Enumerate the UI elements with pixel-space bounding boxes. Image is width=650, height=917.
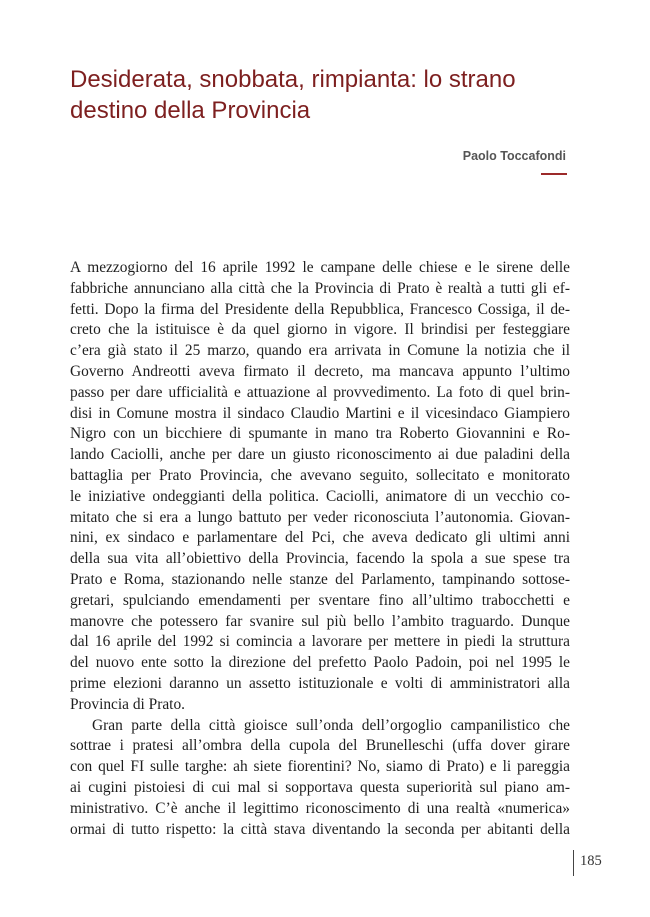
body-line: Nigro con un bicchiere di spumante in mano tra Roberto Giovannini e Ro-: [70, 425, 570, 443]
body-line: gretari, spulciando emendamenti per sventare fino all’ultimo trabocchetti e: [70, 591, 570, 609]
body-line: del nuovo ente sotto la direzione del prefetto Paolo Padoin, poi nel 1995 le: [70, 654, 570, 672]
body-line: battaglia per Prato Provincia, che avevano seguito, sollecitato e monitorato: [70, 466, 570, 484]
body-line: manovre che potessero far svanire sul più bello l’ambito traguardo. Dunque: [70, 612, 570, 630]
body-line: della sua vita all’obiettivo della Provincia, facendo la spola a sue spese tra: [70, 550, 570, 568]
article-title: [70, 64, 590, 126]
body-line: Governo Andreotti aveva firmato il decreto, ma mancava appunto l’ultimo: [70, 362, 570, 380]
body-line: prime elezioni daranno un assetto istituzionale e volti di amministratori alla: [70, 674, 570, 692]
body-line: lando Caciolli, anche per dare un giusto riconoscimento ai due paladini della: [70, 446, 570, 464]
body-line: c’era già stato il 25 marzo, quando era arrivata in Comune la notizia che il: [70, 342, 570, 360]
body-line: Provincia di Prato.: [70, 695, 185, 713]
title-line: Desiderata, snobbata, rimpianta: lo strano: [70, 66, 516, 93]
body-line: mitato che si era a lungo battuto per veder riconosciuta l’autonomia. Giovan-: [70, 508, 570, 526]
author-underline: [541, 173, 567, 175]
body-line: Prato e Roma, stazionando nelle stanze del Parlamento, tampinando sottose-: [70, 570, 570, 588]
body-line: A mezzogiorno del 16 aprile 1992 le campane delle chiese e le sirene delle: [70, 259, 570, 276]
body-line: ministrativo. C’è anche il legittimo riconoscimento di una realtà «numerica»: [70, 799, 570, 817]
body-line: sottrae i pratesi all’ombra della cupola del Brunelleschi (uffa dover girare: [70, 737, 570, 755]
body-line: passo per dare ufficialità e attuazione al provvedimento. La foto di quel brin-: [70, 383, 570, 401]
body-line: nini, ex sindaco e parlamentare del Pci, che aveva dedicato gli ultimi anni: [70, 529, 570, 547]
body-line: Gran parte della città gioisce sull’onda dell’orgoglio campanilistico che: [92, 716, 570, 734]
body-line: con quel FI sulle targhe: ah siete fiorentini? No, siamo di Prato) e li pareggia: [70, 758, 570, 776]
page-number: 185: [580, 853, 602, 869]
body-line: ormai di tutto rispetto: la città stava diventando la seconda per abitanti della: [70, 820, 570, 838]
body-line: le iniziative ondeggianti della politica. Caciolli, animatore di un vecchio co-: [70, 487, 570, 505]
body-line: creto che la istituisce è da quel giorno in vigore. Il brindisi per festeggiare: [70, 321, 570, 339]
body-line: ai cugini pistoiesi di cui mal si sopportava questa superiorità sul piano am-: [70, 778, 570, 796]
body-line: fetti. Dopo la firma del Presidente della Repubblica, Francesco Cossiga, il de-: [70, 300, 570, 318]
page-number-rule: [573, 850, 574, 876]
title-line: destino della Provincia: [70, 97, 311, 124]
body-line: fabbriche annunciano alla città che la Provincia di Prato è realtà a tutti gli ef-: [70, 279, 570, 297]
article-body: [70, 258, 570, 840]
author-name: Paolo Toccafondi: [462, 149, 566, 163]
body-line: dal 16 aprile del 1992 si comincia a lavorare per mettere in piedi la struttura: [70, 633, 570, 651]
body-line: disi in Comune mostra il sindaco Claudio Martini e il vicesindaco Giampiero: [70, 404, 570, 422]
